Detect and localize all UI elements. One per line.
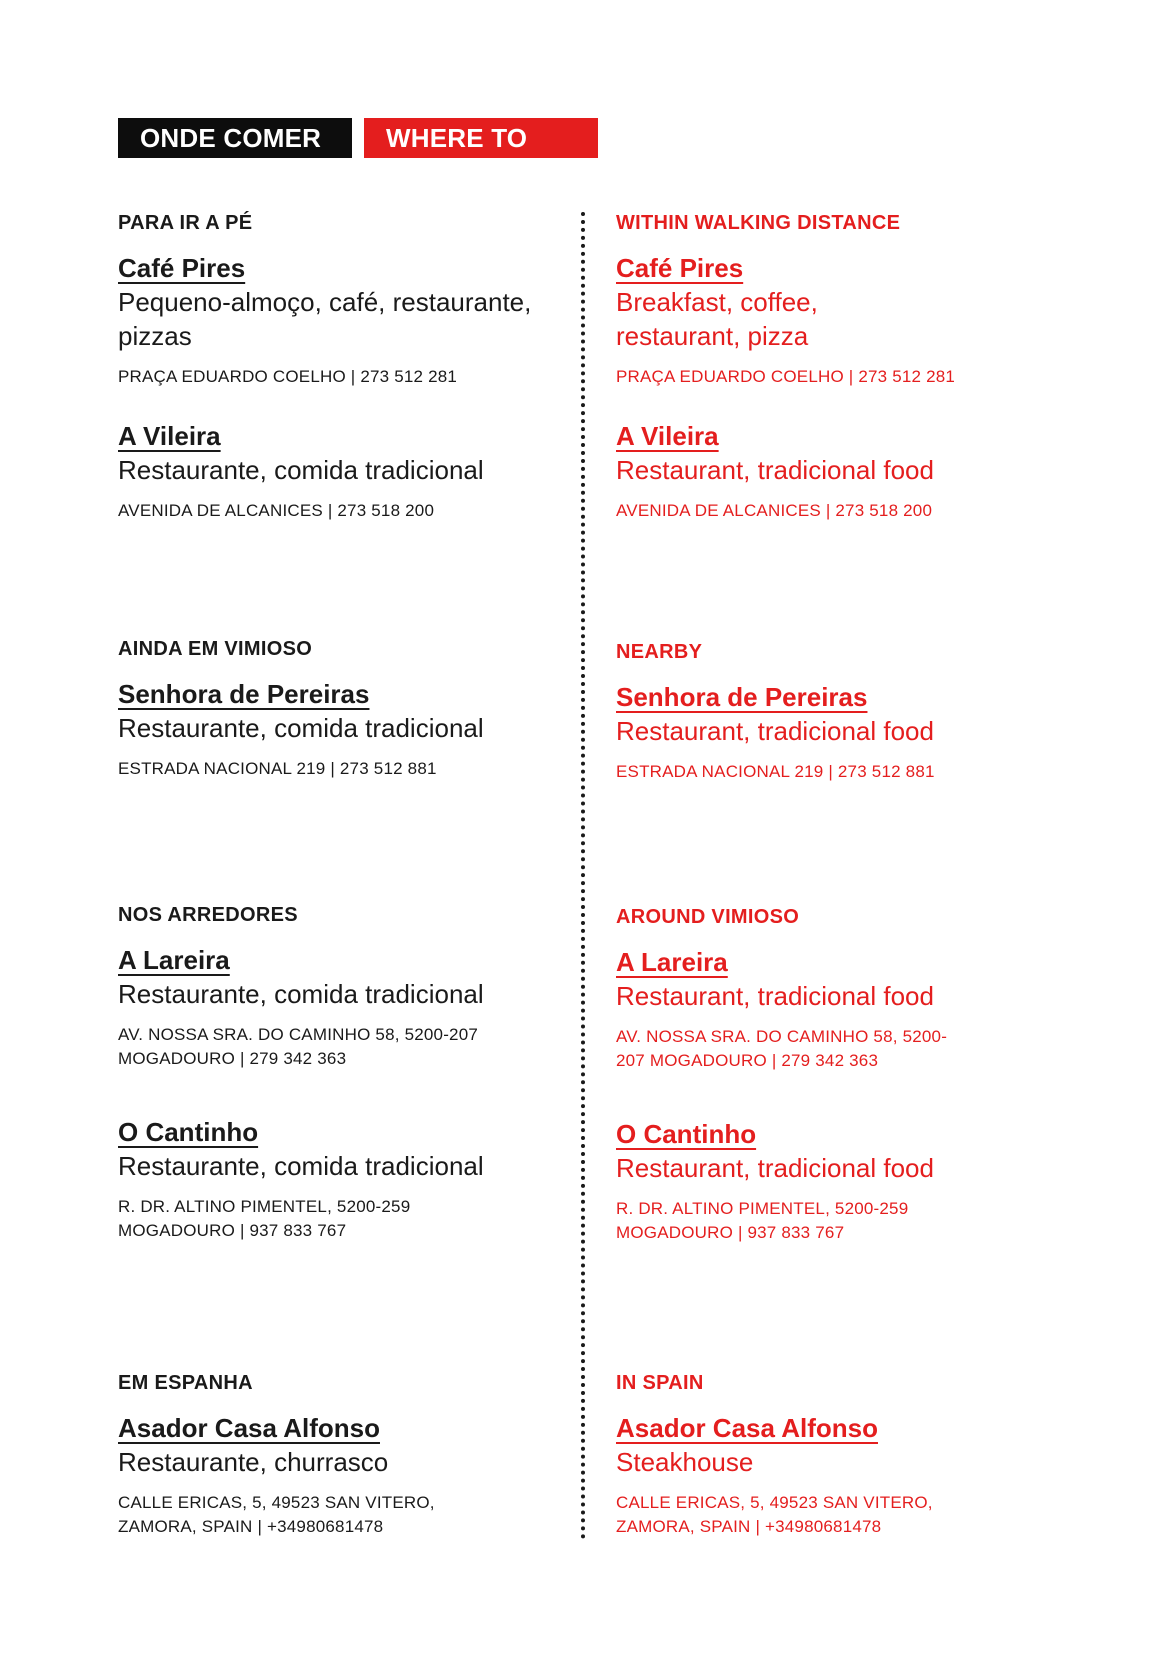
restaurant-name: Senhora de Pereiras: [616, 682, 868, 712]
restaurant-name: A Vileira: [616, 421, 719, 451]
restaurant-entry: [118, 419, 558, 523]
restaurant-address: ESTRADA NACIONAL 219 | 273 512 881: [616, 762, 935, 781]
restaurant-description: Restaurant, tradicional food: [616, 455, 934, 485]
restaurant-address: AVENIDA DE ALCANICES | 273 518 200: [616, 501, 933, 520]
restaurant-entry: [616, 419, 1056, 523]
header-tag-pt: ONDE COMER: [118, 118, 352, 158]
restaurant-description: Restaurante, comida tradicional: [118, 713, 484, 743]
restaurant-name: A Lareira: [616, 947, 728, 977]
restaurant-entry: [118, 1411, 558, 1539]
restaurant-description: Restaurant, tradicional food: [616, 716, 934, 746]
section-title: AINDA EM VIMIOSO: [118, 638, 313, 660]
restaurant-address: AV. NOSSA SRA. DO CAMINHO 58, 5200-207 MOGADOURO | 279 342 363: [616, 1027, 948, 1070]
restaurant-address: CALLE ERICAS, 5, 49523 SAN VITERO, ZAMORA, SPAIN | +34980681478: [118, 1493, 435, 1536]
restaurant-entry: [118, 1115, 558, 1243]
section-pt-spain: [118, 1372, 558, 1569]
section-en-around: [616, 906, 1056, 1275]
restaurant-name: Asador Casa Alfonso: [118, 1413, 380, 1443]
restaurant-address: R. DR. ALTINO PIMENTEL, 5200-259 MOGADOURO | 937 833 767: [616, 1199, 909, 1242]
restaurant-description: Restaurante, churrasco: [118, 1447, 389, 1477]
restaurant-name: Senhora de Pereiras: [118, 679, 370, 709]
section-title: IN SPAIN: [616, 1372, 704, 1394]
header-tag-en: WHERE TO EAT: [364, 118, 598, 158]
restaurant-description: Steakhouse: [616, 1447, 754, 1477]
section-title: NEARBY: [616, 641, 703, 663]
restaurant-description: Restaurant, tradicional food: [616, 981, 934, 1011]
restaurant-entry: [118, 943, 558, 1071]
restaurant-address: PRAÇA EDUARDO COELHO | 273 512 281: [118, 367, 458, 386]
restaurant-description: Restaurante, comida tradicional: [118, 455, 484, 485]
section-en-spain: [616, 1372, 1056, 1569]
restaurant-name: Café Pires: [616, 253, 744, 283]
restaurant-address: CALLE ERICAS, 5, 49523 SAN VITERO, ZAMORA, SPAIN | +34980681478: [616, 1493, 933, 1536]
restaurant-name: A Vileira: [118, 421, 221, 451]
restaurant-entry: [616, 1117, 1056, 1245]
restaurant-address: PRAÇA EDUARDO COELHO | 273 512 281: [616, 367, 956, 386]
restaurant-entry: [118, 677, 558, 781]
restaurant-description: Pequeno-almoço, café, restaurante, pizzas: [118, 287, 532, 351]
restaurant-address: AV. NOSSA SRA. DO CAMINHO 58, 5200-207 MOGADOURO | 279 342 363: [118, 1025, 479, 1068]
section-title: PARA IR A PÉ: [118, 212, 253, 234]
restaurant-name: A Lareira: [118, 945, 230, 975]
restaurant-name: O Cantinho: [118, 1117, 259, 1147]
restaurant-name: Asador Casa Alfonso: [616, 1413, 878, 1443]
restaurant-entry: [616, 251, 1056, 389]
restaurant-address: AVENIDA DE ALCANICES | 273 518 200: [118, 501, 435, 520]
restaurant-address: R. DR. ALTINO PIMENTEL, 5200-259 MOGADOURO | 937 833 767: [118, 1197, 411, 1240]
section-en-nearby: [616, 641, 1056, 814]
restaurant-description: Restaurante, comida tradicional: [118, 1151, 484, 1181]
section-title: EM ESPANHA: [118, 1372, 253, 1394]
column-divider: [581, 212, 585, 1540]
page-header: [118, 118, 598, 193]
restaurant-name: Café Pires: [118, 253, 246, 283]
restaurant-entry: [118, 251, 558, 389]
section-en-walking: [616, 212, 1056, 553]
restaurant-description: Restaurant, tradicional food: [616, 1153, 934, 1183]
section-title: AROUND VIMIOSO: [616, 906, 800, 928]
restaurant-address: ESTRADA NACIONAL 219 | 273 512 881: [118, 759, 437, 778]
restaurant-name: O Cantinho: [616, 1119, 757, 1149]
restaurant-entry: [616, 945, 1056, 1073]
restaurant-entry: [616, 680, 1056, 784]
restaurant-description: Breakfast, coffee, restaurant, pizza: [616, 287, 818, 351]
restaurant-entry: [616, 1411, 1056, 1539]
section-pt-around: [118, 904, 558, 1273]
section-pt-nearby: [118, 638, 558, 811]
restaurant-description: Restaurante, comida tradicional: [118, 979, 484, 1009]
section-pt-walking: [118, 212, 558, 553]
section-title: NOS ARREDORES: [118, 904, 298, 926]
section-title: WITHIN WALKING DISTANCE: [616, 212, 901, 234]
